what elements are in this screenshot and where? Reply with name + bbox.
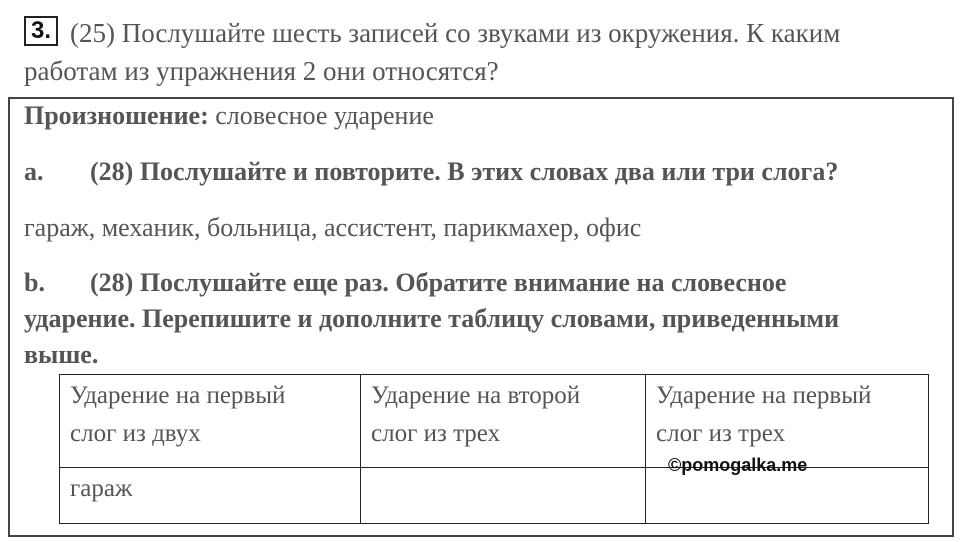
task-b-letter: b. bbox=[24, 268, 45, 297]
task-b-text-line1: (28) Послушайте еще раз. Обратите внимание на словесное bbox=[90, 268, 787, 297]
table-cell bbox=[361, 468, 646, 524]
table-header-cell bbox=[60, 375, 361, 468]
header-text: слог из двух bbox=[70, 420, 201, 447]
task-b bbox=[24, 265, 924, 373]
header-text: Ударение на второй bbox=[371, 382, 581, 409]
header-text: слог из трех bbox=[371, 420, 501, 447]
task-a bbox=[24, 154, 838, 190]
table-cell: гараж bbox=[60, 468, 361, 524]
watermark: ©pomogalka.me bbox=[668, 455, 808, 475]
exercise-instruction-line2: работам из упражнения 2 они относятся? bbox=[24, 56, 499, 86]
stress-table bbox=[59, 374, 929, 524]
task-a-text: (28) Послушайте и повторите. В этих словах два или три слога? bbox=[90, 157, 839, 186]
pronunciation-label: Произношение: bbox=[24, 101, 209, 130]
task-b-text-line3: выше. bbox=[24, 340, 99, 369]
header-text: Ударение на первый bbox=[70, 382, 286, 409]
task-a-letter: a. bbox=[24, 157, 44, 186]
pronunciation-topic: словесное ударение bbox=[215, 101, 434, 130]
pronunciation-heading bbox=[24, 98, 434, 134]
table-header-cell bbox=[646, 375, 929, 468]
exercise-number: 3. bbox=[24, 16, 58, 46]
header-text: слог из трех bbox=[656, 420, 786, 447]
header-text: Ударение на первый bbox=[656, 382, 872, 409]
table-header-row bbox=[60, 375, 929, 468]
table-header-cell bbox=[361, 375, 646, 468]
exercise-instruction-line1: (25) Послушайте шесть записей со звуками из окружения. К каким bbox=[70, 18, 841, 48]
task-b-text-line2: ударение. Перепишите и дополните таблицу словами, приведенными bbox=[24, 304, 840, 333]
word-list: гараж, механик, больница, ассистент, парикмахер, офис bbox=[24, 213, 642, 242]
